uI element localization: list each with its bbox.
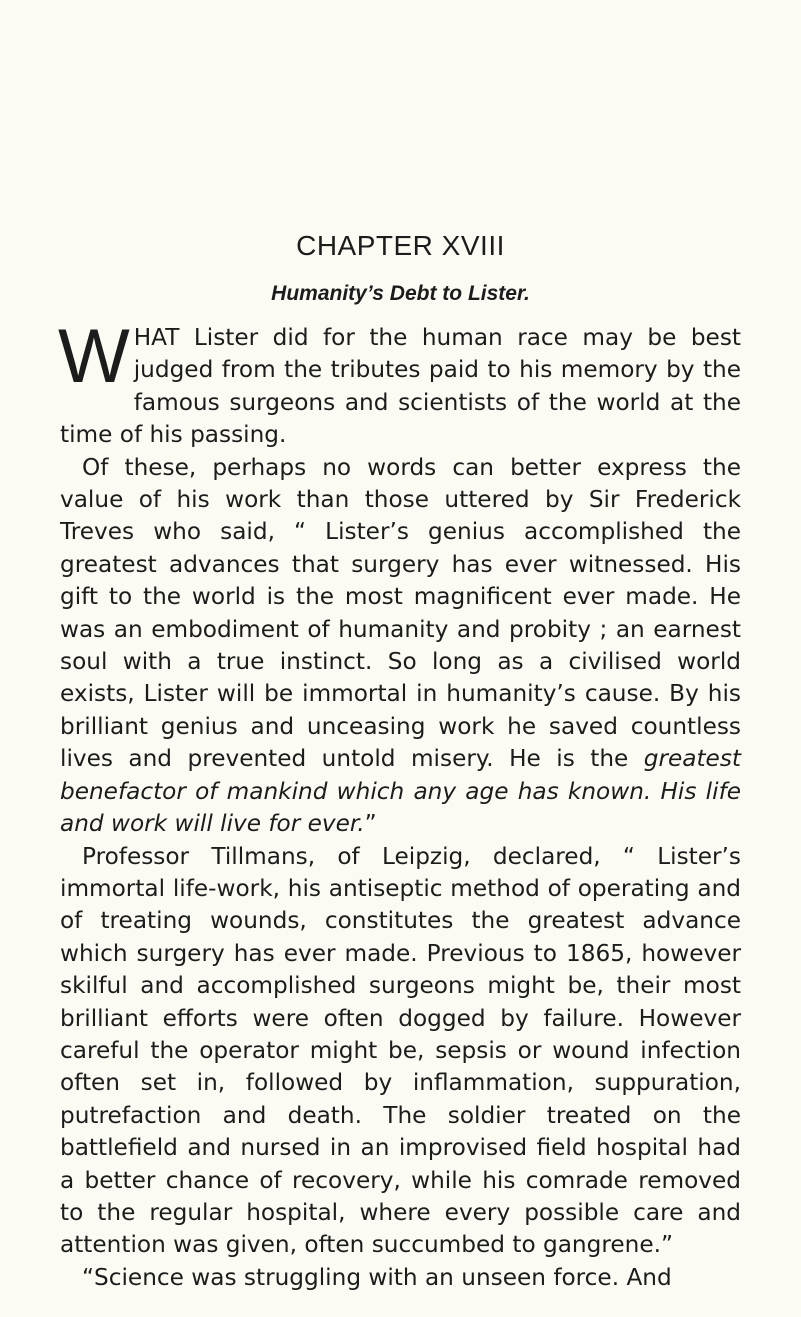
chapter-body — [58, 314, 741, 1294]
drop-cap: W — [58, 314, 128, 399]
chapter-heading: CHAPTER XVIII — [296, 230, 505, 261]
lead-caps: HAT — [133, 324, 180, 351]
paragraph-2-italic: greatest benefactor of mankind which any age has known. His life and work will live for ever. — [60, 745, 741, 838]
paragraph-3-text: Professor Tillmans, of Leipzig, declared, “ Lister’s immortal life-work, his antiseptic method of operating and of treating wounds, constitutes the greatest advance which surgery has ever made. Previous to 1865, however skilful and accomplished surgeons might be, their most brilliant efforts were often dogged by failure. However careful the operator might be, sepsis or wound infection often set in, followed by inflammation, suppuration, putrefaction and death. The soldier treated on the battlefield and nursed in an improvised field hospital had a better chance of recovery, while his comrade removed to the regular hospital, where every possible care and attention was given, often succumbed to gangrene.” — [60, 842, 741, 1259]
paragraph-2-text: Of these, perhaps no words can better express the value of his work than those uttered by Sir Frederick Treves who said, “ Lister’s genius accomplished the greatest advances that surgery has ever witnessed. His gift to the world is the most magnificent ever made. He was an embodiment of humanity and probity ; an earnest soul with a true instinct. So long as a civilised world exists, Lister will be immortal in humanity’s cause. By his brilliant genius and unceasing work he saved countless lives and prevented untold misery. He is the — [60, 453, 741, 773]
paragraph-4-text: “Science was struggling with an unseen force. And — [82, 1263, 672, 1291]
chapter-subtitle: Humanity’s Debt to Lister. — [271, 282, 530, 305]
paragraph-2 — [60, 452, 741, 841]
paragraph-1-text: Lister did for the human race may be best judged from the tributes paid to his memory by the famous surgeons and scientists of the world at the time of his passing. — [60, 324, 741, 449]
paragraph-4 — [60, 1262, 741, 1294]
paragraph-2-close: ” — [364, 810, 377, 838]
paragraph-3 — [60, 841, 741, 1262]
paragraph-1 — [58, 314, 741, 452]
